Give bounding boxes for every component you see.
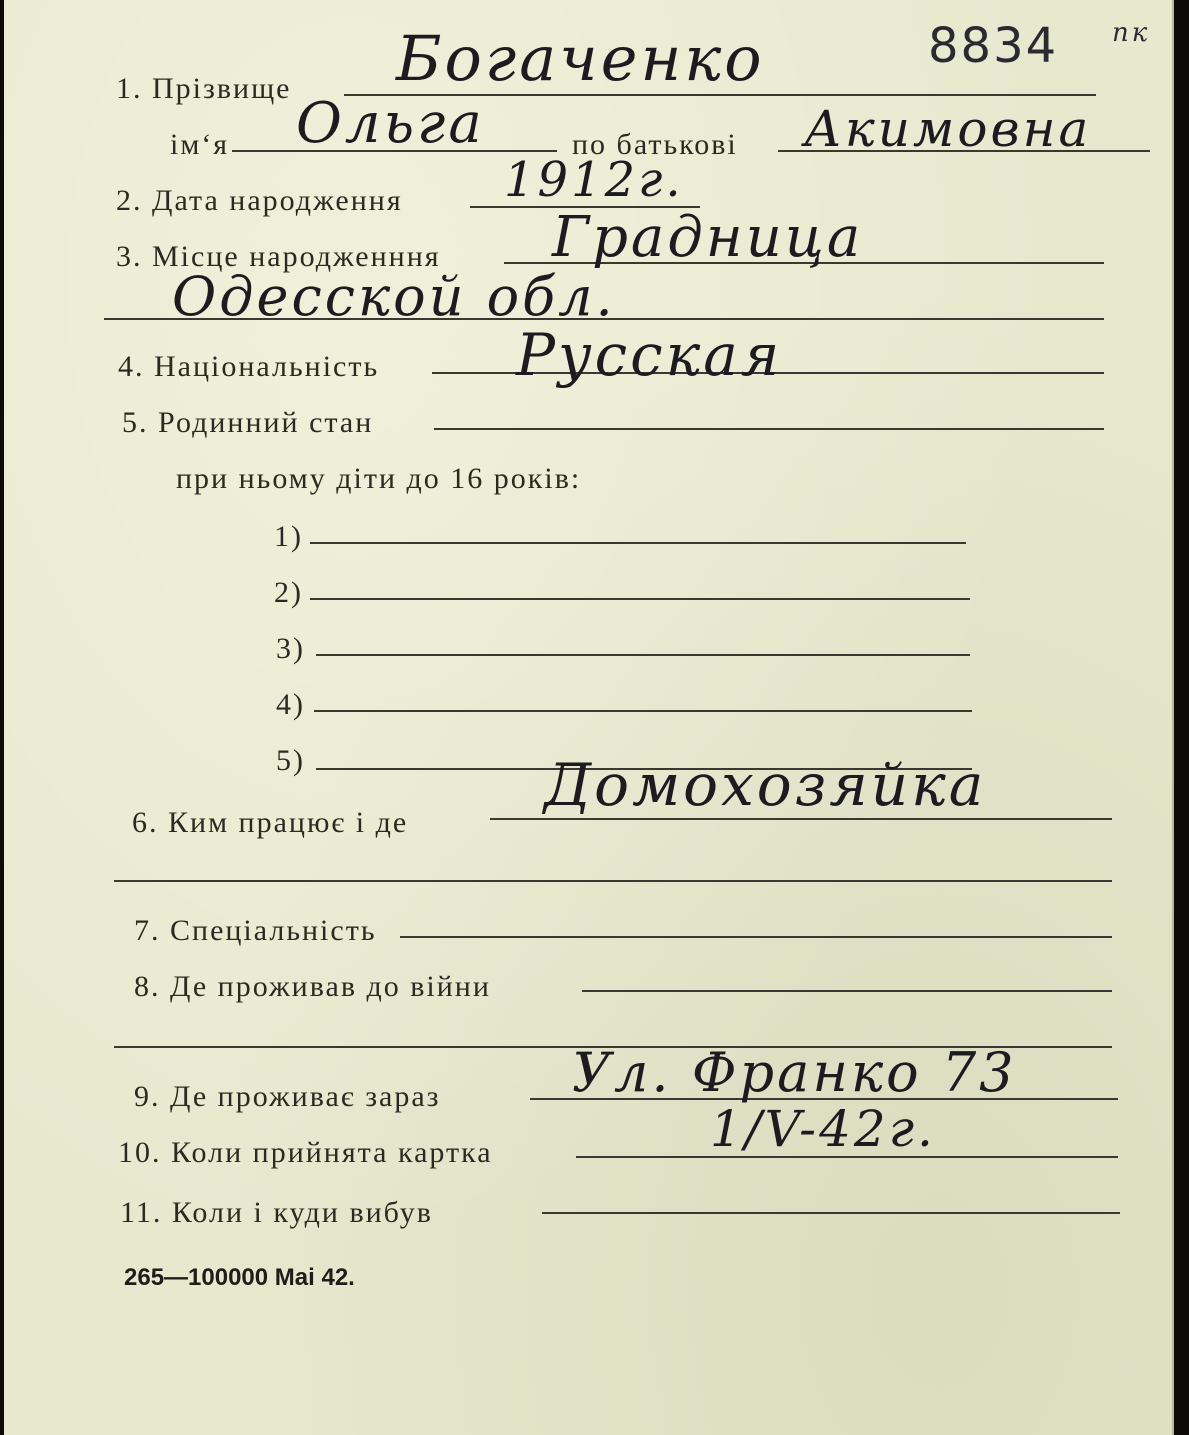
card-received-label: 10. Коли прийнята картка bbox=[118, 1136, 493, 1169]
first-name-value: Ольга bbox=[296, 91, 485, 156]
patronymic-label: по батькові bbox=[572, 128, 738, 161]
occupation-line2 bbox=[114, 880, 1112, 882]
prewar-residence-label: 8. Де проживав до війни bbox=[134, 970, 491, 1003]
card-received-value: 1/V-42г. bbox=[710, 1100, 936, 1158]
nationality-label: 4. Національність bbox=[118, 350, 380, 383]
departure-label: 11. Коли і куди вибув bbox=[120, 1196, 433, 1229]
current-residence-value: Ул. Франко 73 bbox=[572, 1041, 1017, 1104]
child-1-line bbox=[310, 542, 966, 544]
child-3-line bbox=[316, 654, 970, 656]
marital-status-label: 5. Родинний стан bbox=[122, 406, 374, 439]
occupation-label: 6. Ким працює і де bbox=[132, 806, 409, 839]
first-name-label: імʻя bbox=[170, 128, 230, 161]
prewar-residence-line bbox=[582, 990, 1112, 992]
patronymic-value: Акимовна bbox=[804, 100, 1092, 158]
print-info: 265—100000 Mai 42. bbox=[124, 1264, 355, 1291]
child-2-line bbox=[310, 598, 970, 600]
child-1-label: 1) bbox=[274, 520, 303, 553]
birth-place-value: Градница bbox=[552, 205, 864, 270]
children-header: при ньому діти до 16 років: bbox=[176, 462, 582, 495]
birth-date-value: 1912г. bbox=[504, 152, 684, 208]
birth-place-line2 bbox=[104, 318, 1104, 320]
specialty-label: 7. Спеціальність bbox=[134, 914, 377, 947]
child-4-label: 4) bbox=[276, 688, 305, 721]
birth-place-value-line2: Одесской обл. bbox=[172, 265, 616, 328]
card-number-suffix: пк bbox=[1112, 18, 1151, 48]
marital-status-line bbox=[434, 428, 1104, 430]
nationality-value: Русская bbox=[516, 321, 783, 389]
surname-label: 1. Прізвище bbox=[116, 72, 292, 105]
birth-date-label: 2. Дата народження bbox=[116, 184, 403, 217]
child-5-label: 5) bbox=[276, 744, 305, 777]
child-4-line bbox=[314, 710, 972, 712]
birth-place-label: 3. Місце народженння bbox=[116, 240, 441, 273]
card-number: 8834 bbox=[928, 18, 1059, 74]
registration-card bbox=[4, 0, 1174, 1435]
current-residence-label: 9. Де проживає зараз bbox=[134, 1080, 441, 1113]
specialty-line bbox=[400, 936, 1112, 938]
child-2-label: 2) bbox=[274, 576, 303, 609]
departure-line bbox=[542, 1212, 1120, 1214]
surname-value: Богаченко bbox=[396, 22, 765, 95]
child-3-label: 3) bbox=[276, 632, 305, 665]
occupation-value: Домохозяйка bbox=[544, 751, 987, 819]
